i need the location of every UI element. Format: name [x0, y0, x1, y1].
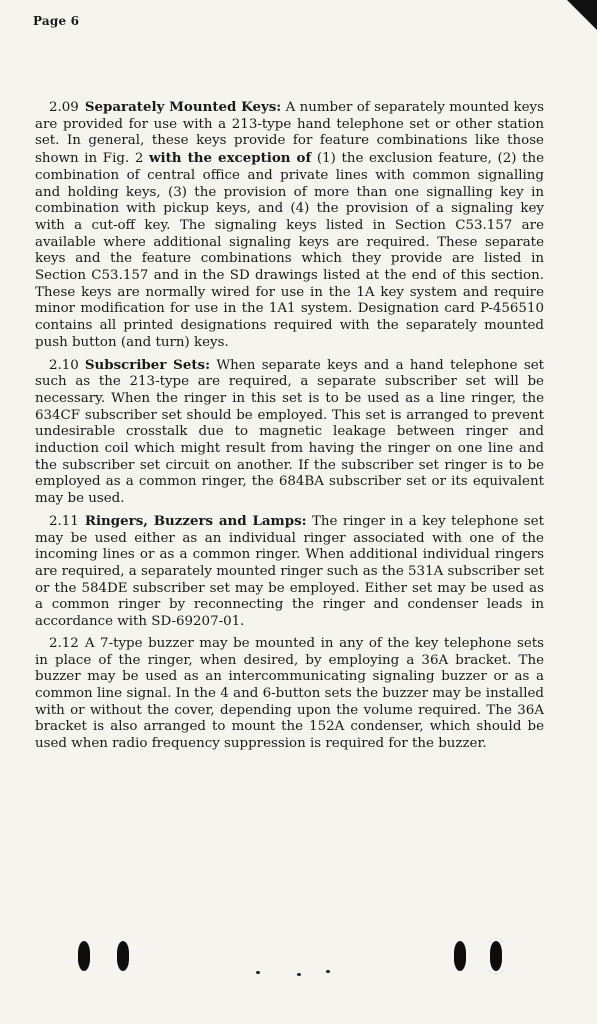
- binder-hole-right-2: [490, 941, 502, 971]
- binder-hole-left-2: [117, 941, 129, 971]
- section-text: (1) the exclusion feature, (2) the combination of central office and private lines with common signalling and holding keys, (3) the provision of more than one signalling key in combination with pickup keys, and (4) the provision of a signaling key with a cut-off key. The signaling keys listed in Section C53.157 are available where additional signaling keys are required. These separate keys and the feature combinations which they provide are listed in Section C53.157 and in the SD drawings listed at the end of this section. These keys are normally wired for use in the 1A key system and require minor modification for use in the 1A1 system. Designation card P-456510 contains all printed designations required with the separately mounted push button (and turn) keys.: [35, 151, 544, 350]
- section-text: A number of separately mounted keys are provided for use with a 213-type hand telephone set or other station set. In general, these keys provide for feature combinations like those shown in Fig. 2: [35, 100, 544, 167]
- section-number: 2.11: [49, 513, 79, 529]
- section-number: 2.09: [49, 100, 79, 115]
- emphasis-text: with the exception of: [149, 150, 312, 167]
- speck-mark: [326, 970, 330, 973]
- document-body: [35, 99, 544, 758]
- section-number: 2.10: [49, 357, 79, 373]
- section-number: 2.12: [49, 635, 79, 651]
- binder-hole-left-1: [78, 941, 90, 971]
- section-text: When separate keys and a hand telephone set such as the 213-type are required, a separate subscriber set will be necessary. When the ringer in this set is to be used as a line ringer, the 634CF subscriber set should be employed. This set is arranged to prevent undesirable crosstalk due to magnetic leakage between ringer and induction coil which might result from having the ringer on one line and the subscriber set circuit on another. If the subscriber set ringer is to be employed as a common ringer, the 684BA subscriber set or its equivalent may be used.: [35, 357, 544, 507]
- section-heading: Separately Mounted Keys:: [84, 99, 282, 115]
- section-heading: Ringers, Buzzers and Lamps:: [84, 512, 307, 529]
- page-number: Page 6: [33, 14, 80, 28]
- section-text: A 7-type buzzer may be mounted in any of the key telephone sets in place of the ringer, when desired, by employing a 36A bracket. The buzzer may be used as an intercommunicating signaling buzzer or as a common line signal. In the 4 and 6-button sets the buzzer may be installed with or without the cover, depending upon the volume required. The 36A bracket is also arranged to mount the 152A condenser, which should be used when radio frequency suppression is required for the buzzer.: [35, 635, 544, 752]
- binder-hole-right-1: [454, 941, 466, 971]
- section-2-12: [35, 636, 544, 753]
- section-2-10: [35, 357, 544, 508]
- section-text: The ringer in a key telephone set may be used either as an individual ringer associated with one of the incoming lines or as a common ringer. When additional individual ringers are required, a separately mounted ringer such as the 531A subscriber set or the 584DE subscriber set may be employed. Either set may be used as a common ringer by reconnecting the ringer and condenser leads in accordance with SD-69207-01.: [35, 513, 544, 630]
- speck-mark: [297, 973, 301, 976]
- section-2-09: [35, 99, 544, 352]
- corner-mark: [567, 0, 597, 30]
- section-heading: Subscriber Sets:: [84, 356, 211, 373]
- speck-mark: [256, 971, 260, 974]
- section-2-11: [35, 513, 544, 631]
